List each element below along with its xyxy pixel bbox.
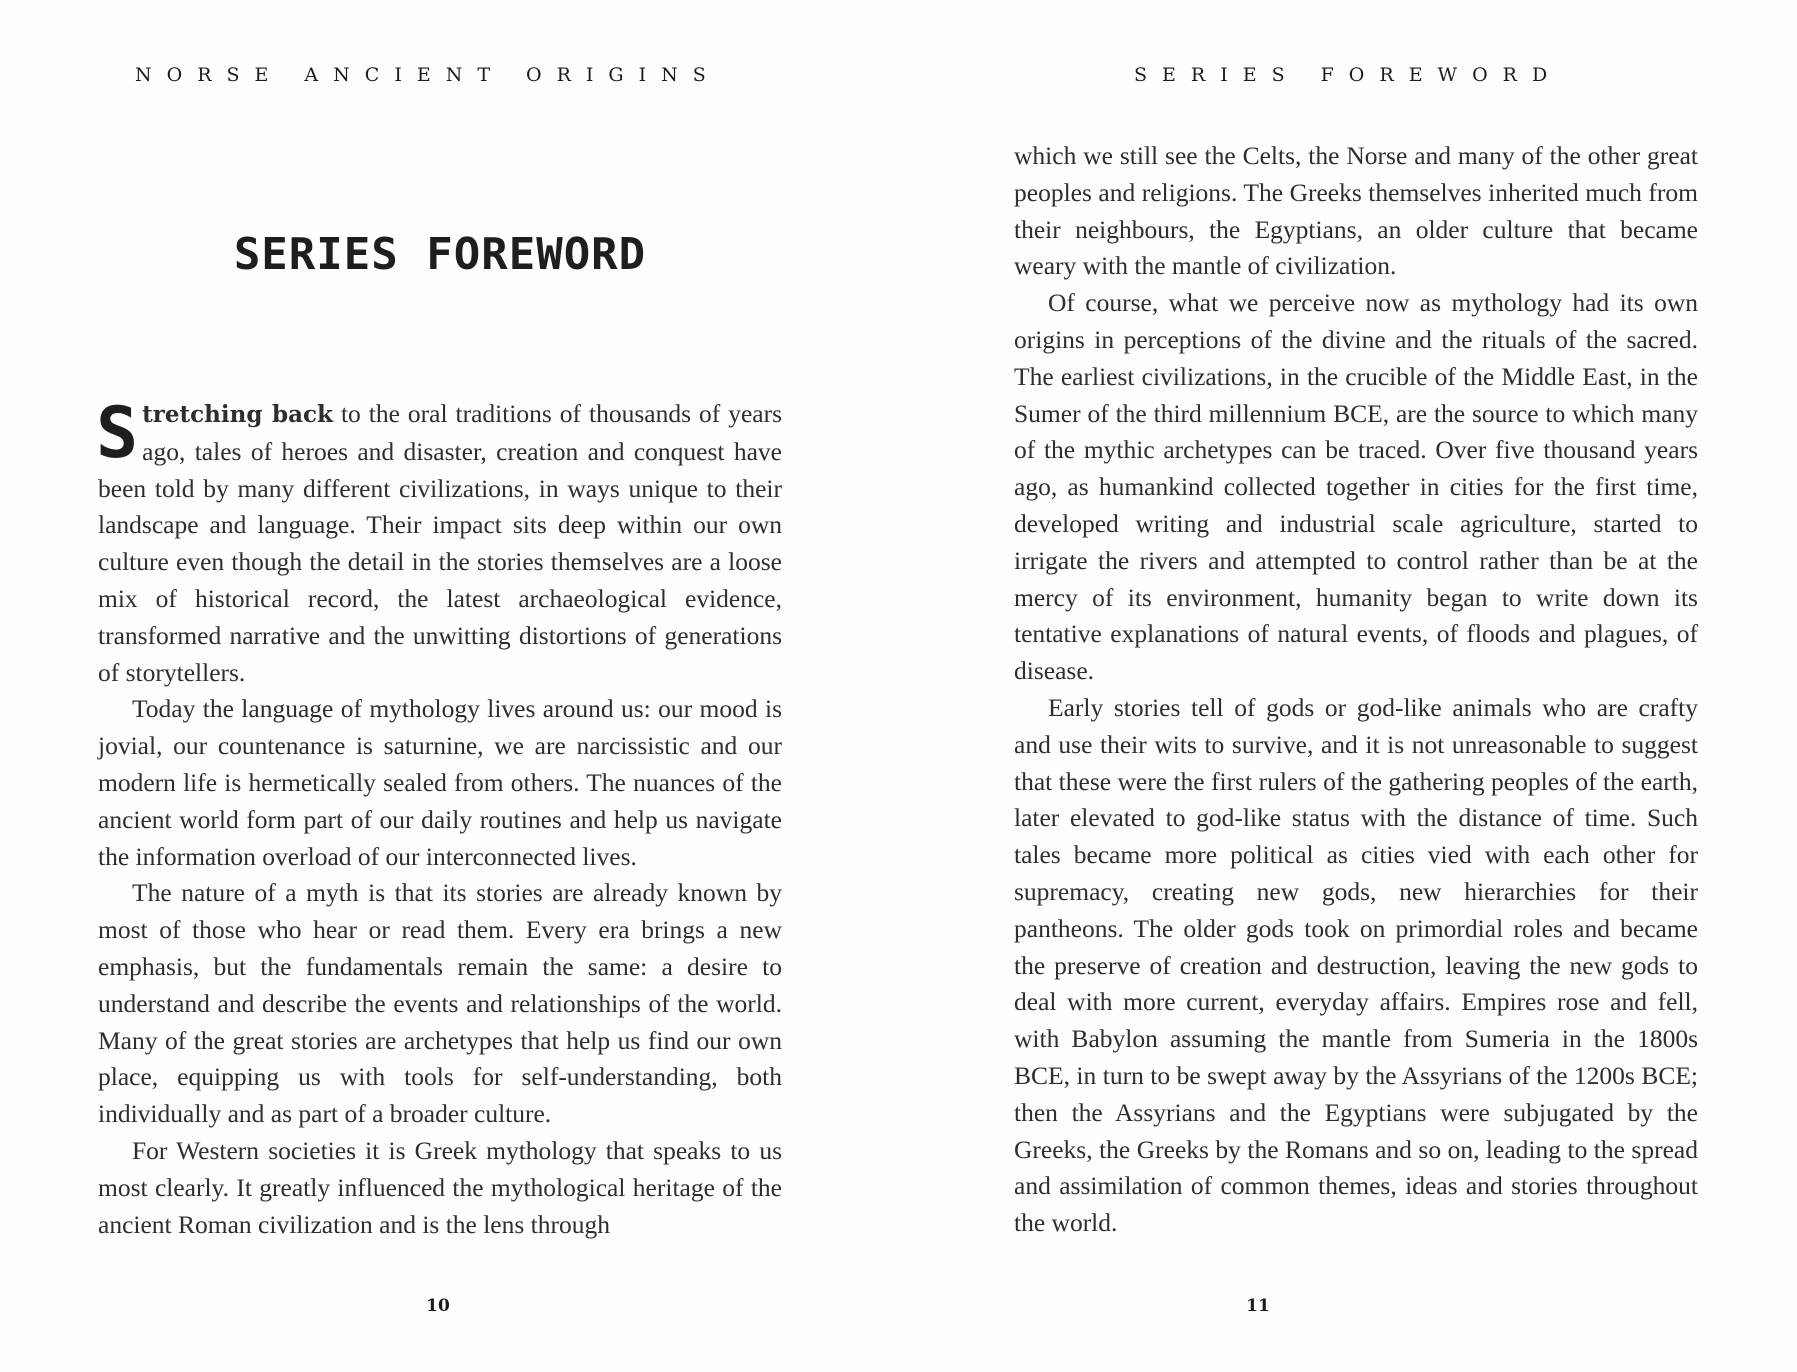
paragraph: Early stories tell of gods or god-like animals who are crafty and use their wits to survive, and it is not unreasonable to suggest that these were the first rulers of the gathering peoples of the earth, later elevated to god-like status with the distance of time. Such tales became more political as cities vied with each other for supremacy, creating new gods, new hierarchies for their pantheons. The older gods took on primordial roles and became the preserve of creation and destruction, leaving the new gods to deal with more current, everyday affairs. Empires rose and fell, with Babylon assuming the mantle from Sumeria in the 1800s BCE, in turn to be swept away by the Assyrians of the 1200s BCE; then the Assyrians and the Egyptians were subjugated by the Greeks, the Greeks by the Romans and so on, leading to the spread and assimilation of common themes, ideas and stories throughout the world.	[1014, 692, 1698, 1238]
paragraph: Of course, what we perceive now as mythology had its own origins in perceptions of the divine and the rituals of the sacred. The earliest civilizations, in the crucible of the Middle East, in the Sumer of the third millennium BCE, are the source to which many of the mythic archetypes can be traced. Over five thousand years ago, as humankind collected together in cities for the first time, developed writing and industrial scale agriculture, started to irrigate the rivers and attempted to control rather than be at the mercy of its environment, humanity began to write down its tentative explanations of natural events, of floods and plagues, of disease.	[1014, 288, 1698, 686]
chapter-title: SERIES FOREWORD	[233, 229, 647, 280]
paragraph: The nature of a myth is that its stories are already known by most of those who hear or read them. Every era brings a new emphasis, but the fundamentals remain the same: a desire to understand and describe the events and relationships of the world. Many of the great stories are archetypes that help us find our own place, equipping us with tools for self-understanding, both individually and as part of a broader culture.	[98, 878, 782, 1129]
page-number: 10	[426, 1296, 450, 1316]
paragraph-text: to the oral traditions of thousands of years ago, tales of heroes and disaster, creation and conquest have been told by many different civilizations, in ways unique to their landscape and language. Their impact sits deep within our own culture even though the detail in the stories themselves are a loose mix of historical record, the latest archaeological evidence, transformed narrative and the unwitting distortions of generations of storytellers.	[98, 399, 782, 687]
paragraph: which we still see the Celts, the Norse and many of the other great peoples and religions. The Greeks themselves inherited much from their neighbours, the Egyptians, an older culture that became weary with the mantle of civilization.	[1014, 141, 1698, 281]
body-text	[1014, 138, 1698, 1242]
paragraph: For Western societies it is Greek mythology that speaks to us most clearly. It greatly influenced the mythological heritage of the ancient Roman civilization and is the lens through	[98, 1135, 782, 1239]
running-head: NORSE ANCIENT ORIGINS	[135, 64, 721, 86]
opening-paragraph	[96, 392, 782, 691]
running-head: SERIES FOREWORD	[1134, 64, 1563, 86]
body-text	[96, 392, 782, 1243]
paragraph: Today the language of mythology lives around us: our mood is jovial, our countenance is saturnine, we are narcissistic and our modern life is hermetically sealed from others. The nuances of the ancient world form part of our daily routines and help us navigate the information overload of our interconnected lives.	[98, 694, 782, 871]
drop-cap: S	[96, 392, 139, 474]
lead-in: tretching back	[142, 401, 333, 428]
right-page	[898, 0, 1797, 1372]
page-number: 11	[1246, 1296, 1270, 1316]
left-page	[0, 0, 898, 1372]
